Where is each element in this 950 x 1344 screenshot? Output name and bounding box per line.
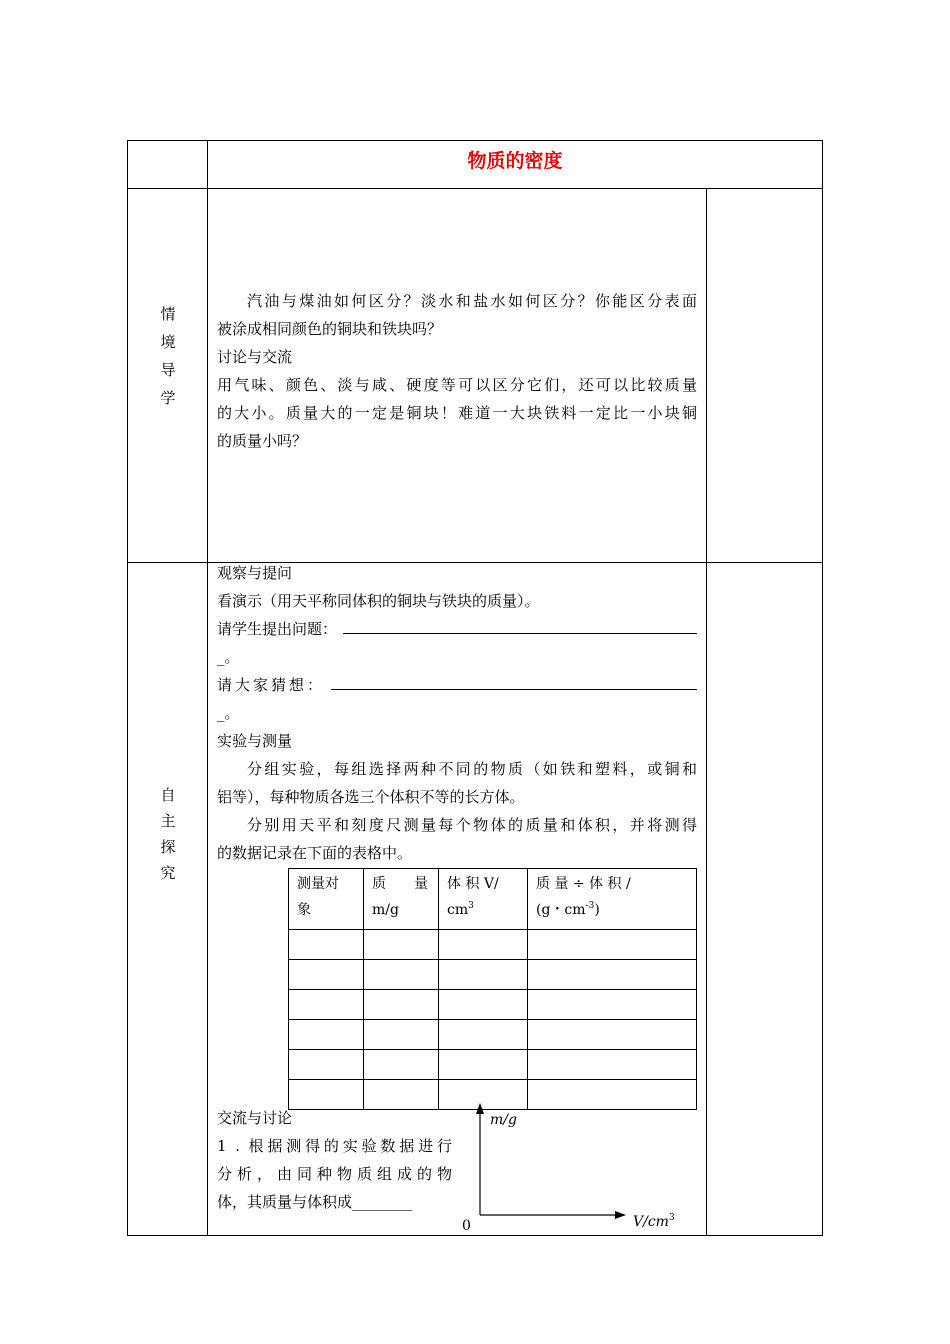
header-mass-line1: 质 量 [372, 876, 428, 892]
guess-blank[interactable] [331, 675, 697, 690]
table-row [289, 930, 697, 960]
discuss-heading: 交流与讨论 [217, 1109, 293, 1127]
page-title: 物质的密度 [467, 150, 563, 172]
table-cell[interactable] [289, 1020, 364, 1050]
table-cell[interactable] [289, 990, 364, 1020]
question-blank[interactable] [343, 619, 697, 634]
label-char: 情 [160, 305, 176, 323]
table-cell[interactable] [439, 960, 528, 990]
label-char: 导 [160, 361, 176, 379]
table-cell[interactable] [364, 1020, 439, 1050]
table-cell[interactable] [289, 930, 364, 960]
label-char: 境 [160, 333, 176, 351]
table-cell[interactable] [364, 960, 439, 990]
table-row [289, 960, 697, 990]
intro-p2-line2: 的大小。质量大的一定是铜块！难道一大块铁料一定比一小块铜 [217, 404, 697, 422]
discuss-line2: 分析，由同种物质组成的物 [217, 1165, 452, 1183]
table-cell[interactable] [289, 960, 364, 990]
header-density-line2: (g・$cm^{-3}$) [536, 901, 600, 918]
outer-border-bottom [127, 1235, 823, 1236]
table-cell[interactable] [439, 1050, 528, 1080]
header-volume-line2: $cm^3$ [447, 901, 474, 918]
intro-p1-line1: 汽油与煤油如何区分？淡水和盐水如何区分？你能区分表面 [247, 292, 697, 310]
table-row [289, 1050, 697, 1080]
exp-p1-line2: 铝等），每种物质各选三个体积不等的长方体。 [217, 788, 525, 806]
header-density [528, 869, 697, 930]
measurement-table [288, 868, 697, 1110]
header-mass [364, 869, 439, 930]
table-cell[interactable] [289, 1050, 364, 1080]
intro-heading: 讨论与交流 [217, 348, 293, 366]
header-object-line1: 测量对 [297, 876, 339, 892]
guess-line [217, 671, 697, 699]
table-cell[interactable] [439, 990, 528, 1020]
demo-text: 看演示（用天平称同体积的铜块与铁块的质量）。 [217, 592, 540, 610]
header-density-line1: 质 量 ÷ 体 积 / [536, 876, 631, 892]
intro-text [217, 287, 697, 455]
explore-text [217, 559, 697, 867]
label-char: 究 [160, 864, 176, 882]
label-char: 学 [160, 389, 176, 407]
table-row [289, 990, 697, 1020]
table-cell[interactable] [439, 1020, 528, 1050]
x-axis-arrow [615, 1211, 626, 1219]
guess-prompt: 请大家猜想： [217, 676, 326, 694]
question-blank-end: _。 [217, 648, 240, 666]
header-divider [127, 188, 823, 189]
label-char: 主 [160, 812, 176, 830]
experiment-heading: 实验与测量 [217, 732, 293, 750]
table-row [289, 1020, 697, 1050]
question-prompt: 请学生提出问题： [217, 620, 338, 638]
question-line [217, 615, 697, 643]
header-object [289, 869, 364, 930]
exp-p1-line1: 分组实验，每组选择两种不同的物质（如铁和塑料，或铜和 [247, 760, 697, 778]
exp-p2-line1: 分别用天平和刻度尺测量每个物体的质量和体积，并将测得 [247, 816, 697, 834]
discuss-line1: 1 . 根据测得的实验数据进行 [217, 1137, 452, 1155]
intro-p2-line3: 的质量小吗？ [217, 432, 308, 450]
outer-border-top [127, 140, 823, 141]
header-mass-line2: m/g [372, 902, 399, 918]
table-cell[interactable] [528, 1050, 697, 1080]
header-volume-line1: 体 积 V/ [447, 876, 499, 892]
origin-label: 0 [462, 1218, 471, 1234]
discuss-line3: 体，其质量与体积成________ [217, 1193, 413, 1211]
observe-heading: 观察与提问 [217, 564, 293, 582]
intro-p1-line2: 被涂成相同颜色的铜块和铁块吗？ [217, 320, 443, 338]
table-cell[interactable] [364, 990, 439, 1020]
header-volume [439, 869, 528, 930]
x-axis-label: $V/cm^3$ [633, 1213, 675, 1230]
table-cell[interactable] [528, 930, 697, 960]
y-axis-arrow [476, 1103, 484, 1114]
guess-blank-end: _。 [217, 704, 240, 722]
section-label-intro [128, 300, 208, 412]
table-cell[interactable] [528, 960, 697, 990]
outer-border-right [822, 140, 823, 1236]
label-char: 探 [160, 838, 176, 856]
table-cell[interactable] [528, 1020, 697, 1050]
header-object-line2: 象 [297, 902, 311, 918]
table-cell[interactable] [364, 1050, 439, 1080]
table-cell[interactable] [528, 990, 697, 1020]
label-char: 自 [160, 786, 176, 804]
table-cell[interactable] [439, 930, 528, 960]
table-cell[interactable] [364, 930, 439, 960]
exp-p2-line2: 的数据记录在下面的表格中。 [217, 844, 413, 862]
intro-p2-line1: 用气味、颜色、淡与咸、硬度等可以区分它们，还可以比较质量 [217, 376, 697, 394]
discuss-text [217, 1104, 452, 1216]
table-header-row [289, 869, 697, 930]
section-label-explore [128, 782, 208, 886]
notes-column-divider [706, 188, 707, 1236]
y-axis-label: m/g [490, 1112, 517, 1128]
